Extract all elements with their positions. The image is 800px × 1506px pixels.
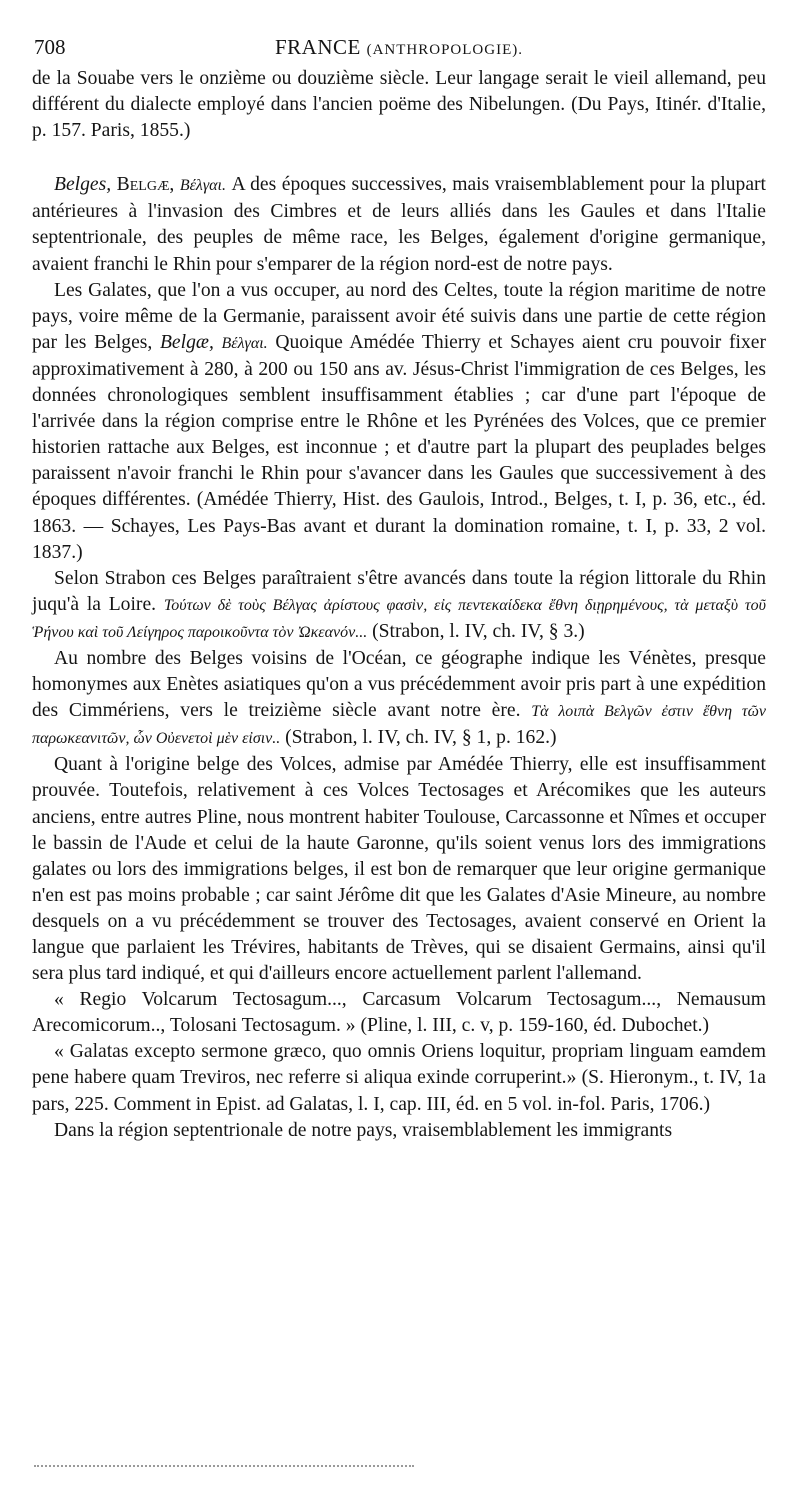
strabon-greek-quote: Τούτων δὲ τοὺς Βέλγας ἀρίστους φασὶν, εἰς πεντεκαίδεκα ἔθνη διῃρημένους, τὰ μεταξὺ τοῦ Ῥήνου καὶ τοῦ Λείγηρος παροικοῦντα τὸν Ὠκεανόν... <box>32 596 767 641</box>
paragraph-strabon <box>32 566 766 646</box>
paragraph-3-part-b: Quoique Amédée Thierry et Schayes aient cru pouvoir fixer approximativement à 280, à 200 ou 150 ans av. Jésus-Christ l'immigration de ces Belges, les données chronologiques semblent insuffisamment établies ; car d'une part l'époque de l'arrivée dans la région comprise entre le Rhône et les Pyrénées des Volces, que ce premier historien rattache aux Belges, est inconnue ; et d'autre part la plupart des peuplades belges paraissent n'avoir franchi le Rhin pour s'avancer dans les Gaules que successivement à des époques différentes. (Amédée Thierry, Hist. des Gaulois, Introd., Belges, t. I, p. 36, etc., éd. 1863. — Schayes, Les Pays-Bas avant et durant la domination romaine, t. I, p. 33, 2 vol. 1837.) <box>32 331 766 563</box>
paragraph-belges <box>32 172 766 277</box>
title-subtitle: (ANTHROPOLOGIE). <box>366 42 523 58</box>
venetes-greek-quote: Τὰ λοιπὰ Βελγῶν ἐστιν ἔθνη τῶν παρωκεανιτῶν, ὧν Οὐενετοὶ μὲν εἰσιν.. <box>32 703 767 748</box>
paragraph-5-citation: (Strabon, l. IV, ch. IV, § 1, p. 162.) <box>285 727 557 749</box>
title-main: FRANCE <box>274 35 361 59</box>
paragraph-5-part-a: Au nombre des Belges voisins de l'Océan, ce géographe indique les Vénètes, presque homonymes aux Enètes asiatiques qu'on a vus précédemment avoir pris part à une expédition des Cimmériens, vers le treizième siècle avant notre ère. <box>32 647 766 722</box>
running-header <box>34 30 764 64</box>
paragraph-2-text: A des époques successives, mais vraisemblablement pour la plupart antérieures à l'invasion des Cimbres et de leurs alliés dans les Gaules et dans l'Italie septentrionale, des peuples de même race, les Belges, également d'origine germanique, avaient franchi le Rhin pour s'emparer de la région nord-est de notre pays. <box>32 174 766 275</box>
paragraph-3-part-a: Les Galates, que l'on a vus occuper, au nord des Celtes, toute la région maritime de notre pays, voire même de la Germanie, paraissent avoir été suivis dans une partie de cette région par les Belges, <box>32 279 766 353</box>
page-number: 708 <box>34 35 66 59</box>
page-title <box>34 30 764 67</box>
paragraph-1: de la Souabe vers le onzième ou douzième siècle. Leur langage serait le vieil allemand, peu différent du dialecte employé dans l'ancien poëme des Nibelungen. (Du Pays, Itinér. d'Italie, p. 157. Paris, 1855.) <box>32 68 766 142</box>
paragraph-galates <box>32 278 766 566</box>
belges-heading-word: Belges, <box>54 174 112 196</box>
paragraph-4-citation: (Strabon, l. IV, ch. IV, § 3.) <box>372 620 585 642</box>
paragraph-3-italic: Belgæ, <box>159 331 214 353</box>
text-body <box>32 66 766 1144</box>
paragraph-spacer <box>32 144 766 172</box>
footer-divider <box>34 1465 414 1467</box>
paragraph-last: Dans la région septentrionale de notre pays, vraisemblablement les immigrants <box>54 1119 673 1141</box>
paragraph-3-greek: Βέλγαι. <box>221 334 268 352</box>
paragraph-4-part-a: Selon Strabon ces Belges paraîtraient s'être avancés dans toute la région littorale du Rhin juqu'à la Loire. <box>32 567 766 615</box>
quote-pline: « Regio Volcarum Tectosagum..., Carcasum Volcarum Tectosagum..., Nemausum Arecomicorum.., Tolosani Tectosagum. » (Pline, l. III, c. v, p. 159-160, éd. Dubochet.) <box>32 989 766 1037</box>
paragraph-volces: Quant à l'origine belge des Volces, admise par Amédée Thierry, elle est insuffisamment prouvée. Toutefois, relativement à ces Volces Tectosages et Arécomikes que les auteurs anciens, entre autres Pline, nous montrent habiter Toulouse, Carcassonne et Nîmes et occuper le bassin de l'Aude et celui de la haute Garonne, qu'ils soient venus lors des immigrations galates ou lors des immigrations belges, il est bon de remarquer que leur origine germanique n'en est pas moins probable ; car saint Jérôme dit que les Galates d'Asie Mineure, au nombre desquels on a vu précédemment se trouver des Tectosages, avaient conservé en Orient la langue que parlaient les Trévires, habitants de Trèves, qui se disaient Germains, ainsi qu'il sera plus tard indiqué, et qui d'ailleurs encore actuellement parlent l'allemand. <box>32 754 766 985</box>
paragraph-venetes <box>32 646 766 752</box>
belgae-greek-word: Βέλγαι. <box>179 177 226 195</box>
quote-hieronymus: « Galatas excepto sermone græco, quo omnis Oriens loquitur, propriam linguam eamdem pene habere quam Treviros, nec referre si aliqua exinde corruperint.» (S. Hieronym., t. IV, 1a pars, 225. Comment in Epist. ad Galatas, l. I, cap. III, éd. en 5 vol. in-fol. Paris, 1706.) <box>32 1041 766 1115</box>
belgae-latin-word: Belgæ, <box>116 174 175 196</box>
